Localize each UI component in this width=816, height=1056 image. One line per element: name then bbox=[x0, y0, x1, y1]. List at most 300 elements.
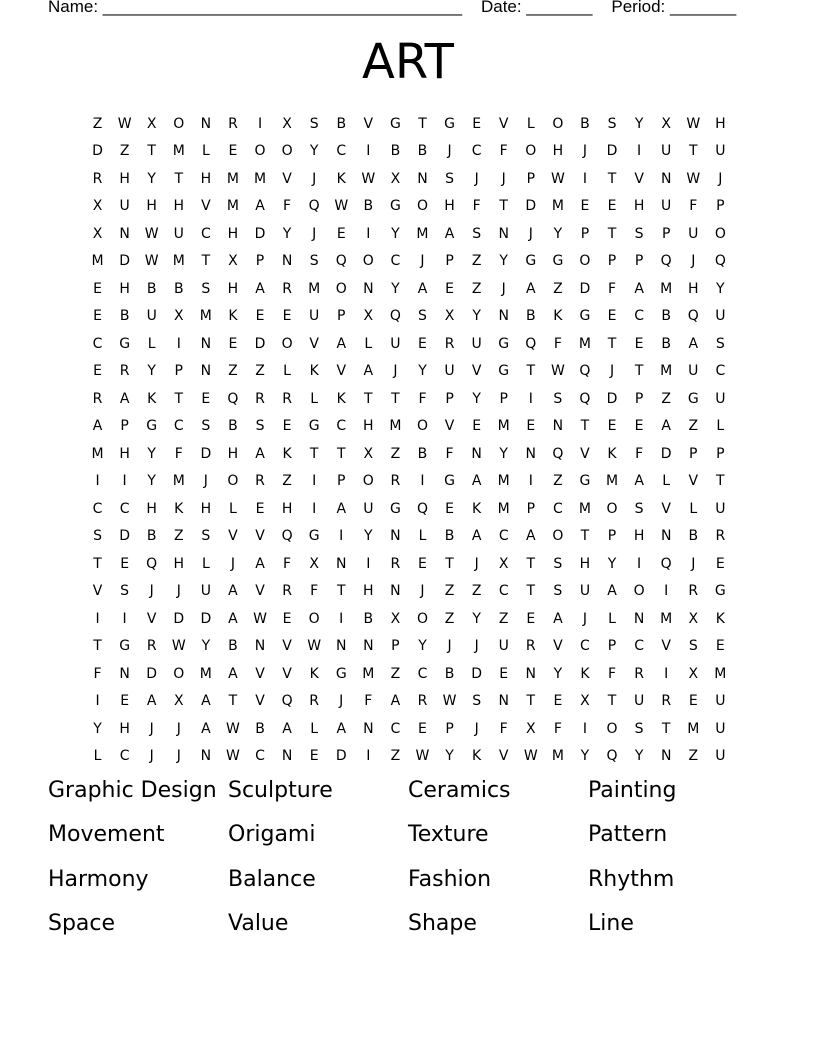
grid-letter: U bbox=[309, 308, 320, 325]
grid-letter: J bbox=[420, 253, 425, 270]
grid-letter: Z bbox=[92, 115, 103, 132]
grid-letter: S bbox=[255, 418, 265, 435]
grid-letter: E bbox=[607, 418, 617, 435]
grid-letter: N bbox=[660, 748, 672, 765]
grid-letter: T bbox=[228, 693, 238, 710]
grid-letter: Y bbox=[309, 143, 319, 160]
grid-letter: T bbox=[499, 198, 508, 215]
grid-letter: Z bbox=[688, 748, 699, 765]
grid-letter: Z bbox=[390, 445, 401, 462]
grid-letter: C bbox=[390, 253, 401, 270]
grid-row bbox=[84, 468, 734, 496]
grid-letter: Y bbox=[499, 445, 508, 462]
word-bank-item: Origami bbox=[228, 822, 316, 848]
grid-letter: Q bbox=[714, 253, 726, 270]
grid-letter: F bbox=[499, 143, 508, 160]
grid-letter: K bbox=[472, 500, 482, 517]
grid-letter: U bbox=[471, 335, 482, 352]
grid-letter: Y bbox=[553, 665, 563, 682]
grid-letter: A bbox=[363, 363, 374, 380]
grid-letter: Y bbox=[472, 610, 481, 627]
grid-letter: A bbox=[146, 693, 157, 710]
grid-letter: X bbox=[390, 610, 401, 627]
grid-letter: V bbox=[498, 115, 509, 132]
grid-letter: C bbox=[634, 638, 644, 655]
grid-letter: Q bbox=[579, 390, 591, 407]
grid-letter: E bbox=[526, 418, 536, 435]
grid-row bbox=[84, 220, 734, 248]
grid-letter: I bbox=[95, 610, 100, 627]
grid-letter: P bbox=[580, 225, 590, 242]
grid-letter: J bbox=[149, 748, 154, 765]
grid-letter: P bbox=[607, 253, 617, 270]
grid-letter: I bbox=[664, 665, 669, 682]
grid-letter: A bbox=[201, 693, 211, 710]
grid-row bbox=[84, 303, 734, 331]
grid-letter: U bbox=[633, 693, 645, 710]
grid-letter: J bbox=[176, 720, 181, 737]
grid-letter: X bbox=[363, 445, 374, 462]
grid-letter: Z bbox=[553, 280, 563, 297]
word-bank-item: Movement bbox=[48, 822, 165, 848]
grid-letter: P bbox=[174, 363, 183, 380]
grid-letter: O bbox=[281, 143, 293, 160]
grid-letter: K bbox=[282, 445, 292, 462]
grid-letter: U bbox=[119, 198, 130, 215]
grid-letter: G bbox=[389, 115, 401, 132]
grid-row bbox=[84, 248, 734, 276]
grid-letter: V bbox=[661, 638, 671, 655]
grid-letter: L bbox=[689, 500, 698, 517]
grid-letter: O bbox=[416, 610, 428, 627]
grid-letter: Q bbox=[416, 500, 428, 517]
grid-letter: R bbox=[417, 693, 428, 710]
grid-letter: Y bbox=[634, 115, 644, 132]
grid-letter: Q bbox=[389, 308, 401, 325]
grid-letter: S bbox=[309, 253, 319, 270]
grid-letter: M bbox=[497, 500, 510, 517]
grid-letter: E bbox=[282, 418, 292, 435]
grid-letter: K bbox=[309, 363, 319, 380]
grid-letter: E bbox=[336, 225, 346, 242]
grid-row bbox=[84, 193, 734, 221]
grid-letter: H bbox=[363, 418, 374, 435]
grid-letter: T bbox=[309, 445, 319, 462]
grid-letter: I bbox=[366, 225, 371, 242]
grid-letter: B bbox=[336, 115, 347, 132]
grid-letter: A bbox=[526, 528, 536, 545]
grid-letter: T bbox=[526, 583, 536, 600]
grid-letter: F bbox=[635, 445, 644, 462]
grid-letter: X bbox=[525, 720, 536, 737]
grid-letter: P bbox=[634, 390, 644, 407]
grid-letter: E bbox=[255, 308, 265, 325]
word-bank-item: Harmony bbox=[48, 866, 149, 892]
grid-letter: K bbox=[309, 665, 319, 682]
grid-letter: G bbox=[389, 500, 401, 517]
grid-letter: P bbox=[337, 473, 346, 490]
grid-letter: A bbox=[336, 500, 347, 517]
grid-letter: X bbox=[309, 555, 319, 572]
grid-letter: Y bbox=[607, 555, 617, 572]
grid-letter: P bbox=[526, 170, 536, 187]
grid-row bbox=[84, 660, 734, 688]
grid-letter: H bbox=[227, 445, 239, 462]
grid-letter: F bbox=[472, 198, 481, 215]
grid-letter: Z bbox=[444, 583, 455, 600]
grid-letter: J bbox=[474, 720, 479, 737]
grid-row bbox=[84, 138, 734, 166]
grid-letter: T bbox=[526, 693, 536, 710]
grid-letter: V bbox=[282, 665, 292, 682]
grid-letter: F bbox=[283, 198, 292, 215]
grid-letter: B bbox=[228, 638, 238, 655]
word-bank-item: Line bbox=[588, 910, 634, 936]
grid-letter: E bbox=[201, 390, 211, 407]
grid-letter: G bbox=[308, 418, 320, 435]
grid-letter: T bbox=[174, 390, 184, 407]
grid-letter: Y bbox=[93, 720, 102, 737]
grid-letter: X bbox=[92, 225, 103, 242]
grid-letter: F bbox=[689, 198, 698, 215]
grid-letter: T bbox=[418, 115, 427, 132]
grid-letter: Z bbox=[661, 390, 671, 407]
grid-letter: U bbox=[661, 143, 672, 160]
grid-letter: D bbox=[119, 253, 130, 270]
grid-letter: Y bbox=[391, 225, 400, 242]
grid-letter: M bbox=[551, 198, 564, 215]
grid-letter: W bbox=[144, 253, 159, 270]
grid-letter: E bbox=[688, 693, 698, 710]
grid-letter: R bbox=[390, 473, 401, 490]
grid-letter: M bbox=[660, 610, 673, 627]
grid-letter: B bbox=[255, 720, 265, 737]
grid-letter: H bbox=[146, 500, 157, 517]
grid-letter: U bbox=[715, 748, 726, 765]
grid-letter: A bbox=[201, 720, 211, 737]
grid-letter: N bbox=[390, 583, 401, 600]
grid-letter: L bbox=[147, 335, 156, 352]
grid-letter: W bbox=[307, 638, 322, 655]
grid-letter: A bbox=[255, 280, 265, 297]
grid-letter: S bbox=[607, 115, 617, 132]
grid-letter: M bbox=[389, 418, 402, 435]
grid-letter: M bbox=[551, 748, 564, 765]
grid-letter: A bbox=[390, 693, 401, 710]
grid-letter: N bbox=[525, 665, 537, 682]
grid-letter: J bbox=[474, 638, 479, 655]
grid-letter: S bbox=[715, 335, 725, 352]
grid-letter: Y bbox=[147, 170, 156, 187]
grid-letter: M bbox=[362, 665, 375, 682]
grid-letter: Y bbox=[499, 253, 508, 270]
grid-letter: W bbox=[550, 363, 565, 380]
grid-letter: U bbox=[363, 500, 374, 517]
grid-letter: C bbox=[498, 528, 509, 545]
grid-letter: P bbox=[689, 445, 698, 462]
grid-letter: M bbox=[172, 253, 185, 270]
grid-letter: P bbox=[337, 308, 346, 325]
grid-letter: W bbox=[334, 198, 349, 215]
grid-letter: O bbox=[606, 500, 618, 517]
grid-letter: R bbox=[309, 693, 320, 710]
grid-letter: F bbox=[553, 720, 562, 737]
grid-letter: N bbox=[336, 555, 347, 572]
grid-letter: R bbox=[255, 390, 265, 407]
grid-letter: O bbox=[362, 473, 374, 490]
grid-letter: F bbox=[445, 445, 454, 462]
grid-letter: E bbox=[580, 198, 590, 215]
grid-letter: S bbox=[309, 115, 319, 132]
grid-letter: E bbox=[472, 418, 482, 435]
grid-letter: I bbox=[366, 143, 371, 160]
grid-letter: S bbox=[634, 225, 644, 242]
grid-letter: B bbox=[363, 198, 374, 215]
grid-letter: W bbox=[144, 225, 159, 242]
grid-letter: R bbox=[661, 693, 672, 710]
grid-letter: G bbox=[444, 115, 455, 132]
grid-letter: E bbox=[445, 500, 454, 517]
grid-letter: A bbox=[661, 418, 671, 435]
grid-letter: X bbox=[282, 115, 292, 132]
grid-letter: M bbox=[578, 335, 591, 352]
grid-letter: B bbox=[444, 528, 455, 545]
grid-letter: V bbox=[146, 610, 157, 627]
grid-letter: O bbox=[416, 418, 428, 435]
grid-letter: O bbox=[579, 253, 591, 270]
grid-letter: A bbox=[92, 418, 103, 435]
grid-letter: N bbox=[119, 665, 130, 682]
grid-letter: J bbox=[501, 170, 506, 187]
grid-letter: T bbox=[688, 143, 698, 160]
grid-letter: X bbox=[173, 693, 184, 710]
grid-letter: J bbox=[176, 583, 181, 600]
grid-letter: E bbox=[418, 335, 427, 352]
grid-letter: Q bbox=[281, 528, 293, 545]
grid-letter: X bbox=[173, 308, 184, 325]
grid-letter: H bbox=[200, 500, 212, 517]
grid-letter: E bbox=[282, 308, 292, 325]
grid-letter: G bbox=[498, 363, 510, 380]
grid-letter: N bbox=[660, 170, 672, 187]
word-bank bbox=[48, 778, 768, 955]
grid-letter: L bbox=[229, 500, 237, 517]
grid-letter: A bbox=[688, 335, 699, 352]
grid-letter: I bbox=[312, 473, 317, 490]
grid-letter: Z bbox=[390, 748, 401, 765]
grid-letter: D bbox=[335, 748, 347, 765]
grid-letter: N bbox=[363, 638, 374, 655]
grid-letter: H bbox=[146, 198, 157, 215]
grid-letter: B bbox=[661, 335, 671, 352]
grid-letter: X bbox=[688, 665, 699, 682]
grid-letter: H bbox=[444, 198, 455, 215]
grid-letter: F bbox=[607, 280, 617, 297]
grid-letter: B bbox=[417, 143, 428, 160]
grid-letter: W bbox=[550, 170, 565, 187]
grid-letter: U bbox=[390, 335, 401, 352]
grid-letter: V bbox=[201, 198, 211, 215]
grid-letter: C bbox=[417, 665, 428, 682]
grid-letter: I bbox=[582, 720, 588, 737]
grid-letter: S bbox=[634, 500, 644, 517]
grid-letter: R bbox=[282, 583, 292, 600]
grid-letter: Z bbox=[390, 665, 401, 682]
grid-letter: U bbox=[200, 583, 211, 600]
grid-letter: Y bbox=[445, 748, 454, 765]
grid-letter: U bbox=[173, 225, 184, 242]
grid-letter: M bbox=[497, 473, 510, 490]
grid-letter: P bbox=[499, 390, 508, 407]
grid-letter: F bbox=[283, 555, 292, 572]
grid-letter: L bbox=[526, 115, 535, 132]
grid-letter: R bbox=[228, 115, 238, 132]
grid-letter: H bbox=[119, 720, 130, 737]
grid-letter: F bbox=[499, 720, 508, 737]
grid-letter: D bbox=[146, 665, 158, 682]
grid-letter: I bbox=[637, 555, 642, 572]
grid-letter: I bbox=[312, 500, 317, 517]
grid-letter: R bbox=[255, 473, 265, 490]
grid-letter: Y bbox=[201, 638, 211, 655]
grid-letter: R bbox=[282, 280, 292, 297]
grid-letter: N bbox=[281, 748, 293, 765]
grid-letter: U bbox=[715, 143, 726, 160]
grid-letter: H bbox=[552, 143, 564, 160]
grid-letter: S bbox=[201, 528, 211, 545]
grid-letter: P bbox=[607, 638, 617, 655]
grid-letter: H bbox=[119, 445, 130, 462]
grid-letter: M bbox=[578, 500, 591, 517]
grid-letter: T bbox=[580, 528, 590, 545]
grid-letter: E bbox=[282, 610, 292, 627]
grid-letter: J bbox=[609, 363, 615, 380]
word-bank-item: Painting bbox=[588, 778, 677, 803]
grid-letter: U bbox=[715, 500, 726, 517]
grid-letter: N bbox=[552, 418, 564, 435]
grid-letter: C bbox=[336, 143, 347, 160]
grid-letter: O bbox=[254, 143, 266, 160]
grid-letter: Q bbox=[606, 748, 618, 765]
grid-letter: K bbox=[580, 665, 590, 682]
grid-letter: S bbox=[120, 583, 130, 600]
grid-letter: G bbox=[119, 638, 131, 655]
word-bank-item: Rhythm bbox=[588, 866, 675, 892]
grid-letter: T bbox=[445, 555, 454, 572]
grid-letter: N bbox=[660, 528, 672, 545]
grid-letter: E bbox=[715, 638, 725, 655]
grid-letter: H bbox=[227, 225, 239, 242]
grid-letter: X bbox=[228, 253, 238, 270]
grid-letter: R bbox=[688, 583, 699, 600]
grid-letter: I bbox=[257, 115, 263, 132]
grid-letter: Q bbox=[281, 693, 293, 710]
grid-letter: H bbox=[227, 280, 239, 297]
grid-letter: S bbox=[634, 720, 644, 737]
grid-letter: J bbox=[393, 363, 398, 380]
grid-letter: R bbox=[634, 665, 644, 682]
grid-letter: M bbox=[226, 170, 239, 187]
grid-letter: H bbox=[579, 555, 591, 572]
grid-letter: V bbox=[255, 528, 265, 545]
grid-letter: H bbox=[119, 170, 130, 187]
grid-letter: E bbox=[228, 143, 238, 160]
grid-letter: M bbox=[226, 198, 239, 215]
grid-letter: L bbox=[608, 610, 616, 627]
grid-letter: X bbox=[146, 115, 157, 132]
grid-letter: T bbox=[580, 418, 590, 435]
grid-letter: D bbox=[119, 528, 130, 545]
grid-letter: R bbox=[715, 528, 726, 545]
grid-letter: G bbox=[579, 473, 591, 490]
grid-letter: I bbox=[339, 528, 344, 545]
grid-letter: D bbox=[173, 610, 185, 627]
word-bank-item: Value bbox=[228, 910, 289, 936]
grid-letter: X bbox=[92, 198, 103, 215]
grid-letter: S bbox=[688, 638, 698, 655]
grid-letter: I bbox=[95, 473, 100, 490]
grid-letter: K bbox=[472, 748, 482, 765]
grid-letter: G bbox=[687, 390, 699, 407]
grid-letter: E bbox=[93, 308, 102, 325]
grid-letter: X bbox=[688, 610, 699, 627]
grid-letter: I bbox=[664, 583, 669, 600]
grid-letter: O bbox=[227, 473, 239, 490]
grid-letter: A bbox=[255, 198, 265, 215]
grid-letter: L bbox=[418, 528, 427, 545]
word-bank-item: Ceramics bbox=[408, 778, 511, 803]
grid-letter: T bbox=[607, 335, 617, 352]
grid-letter: C bbox=[119, 500, 130, 517]
grid-letter: P bbox=[445, 253, 454, 270]
grid-letter: M bbox=[416, 225, 429, 242]
grid-row bbox=[84, 495, 734, 523]
page-title: ART bbox=[361, 34, 454, 90]
grid-letter: N bbox=[417, 170, 428, 187]
grid-letter: Q bbox=[525, 335, 537, 352]
grid-letter: E bbox=[93, 280, 102, 297]
grid-letter: W bbox=[117, 115, 132, 132]
grid-letter: B bbox=[688, 528, 699, 545]
grid-letter: R bbox=[119, 363, 130, 380]
grid-letter: K bbox=[228, 308, 238, 325]
grid-letter: J bbox=[528, 225, 533, 242]
grid-letter: K bbox=[715, 610, 725, 627]
grid-letter: I bbox=[122, 610, 127, 627]
grid-row bbox=[84, 385, 734, 413]
grid-letter: J bbox=[176, 748, 181, 765]
grid-letter: L bbox=[310, 390, 319, 407]
grid-letter: C bbox=[336, 418, 347, 435]
grid-letter: J bbox=[420, 583, 425, 600]
grid-letter: F bbox=[607, 665, 617, 682]
grid-letter: J bbox=[203, 473, 208, 490]
grid-letter: F bbox=[364, 693, 373, 710]
grid-letter: I bbox=[366, 555, 371, 572]
grid-letter: M bbox=[253, 170, 267, 187]
grid-letter: A bbox=[255, 555, 265, 572]
grid-letter: K bbox=[174, 500, 184, 517]
grid-letter: V bbox=[498, 748, 509, 765]
grid-row bbox=[84, 358, 734, 386]
grid-letter: Q bbox=[308, 198, 320, 215]
word-bank-item: Shape bbox=[408, 910, 477, 936]
grid-row bbox=[84, 523, 734, 551]
grid-letter: C bbox=[390, 720, 401, 737]
grid-letter: Y bbox=[147, 445, 156, 462]
grid-letter: C bbox=[498, 583, 509, 600]
grid-letter: I bbox=[528, 390, 533, 407]
